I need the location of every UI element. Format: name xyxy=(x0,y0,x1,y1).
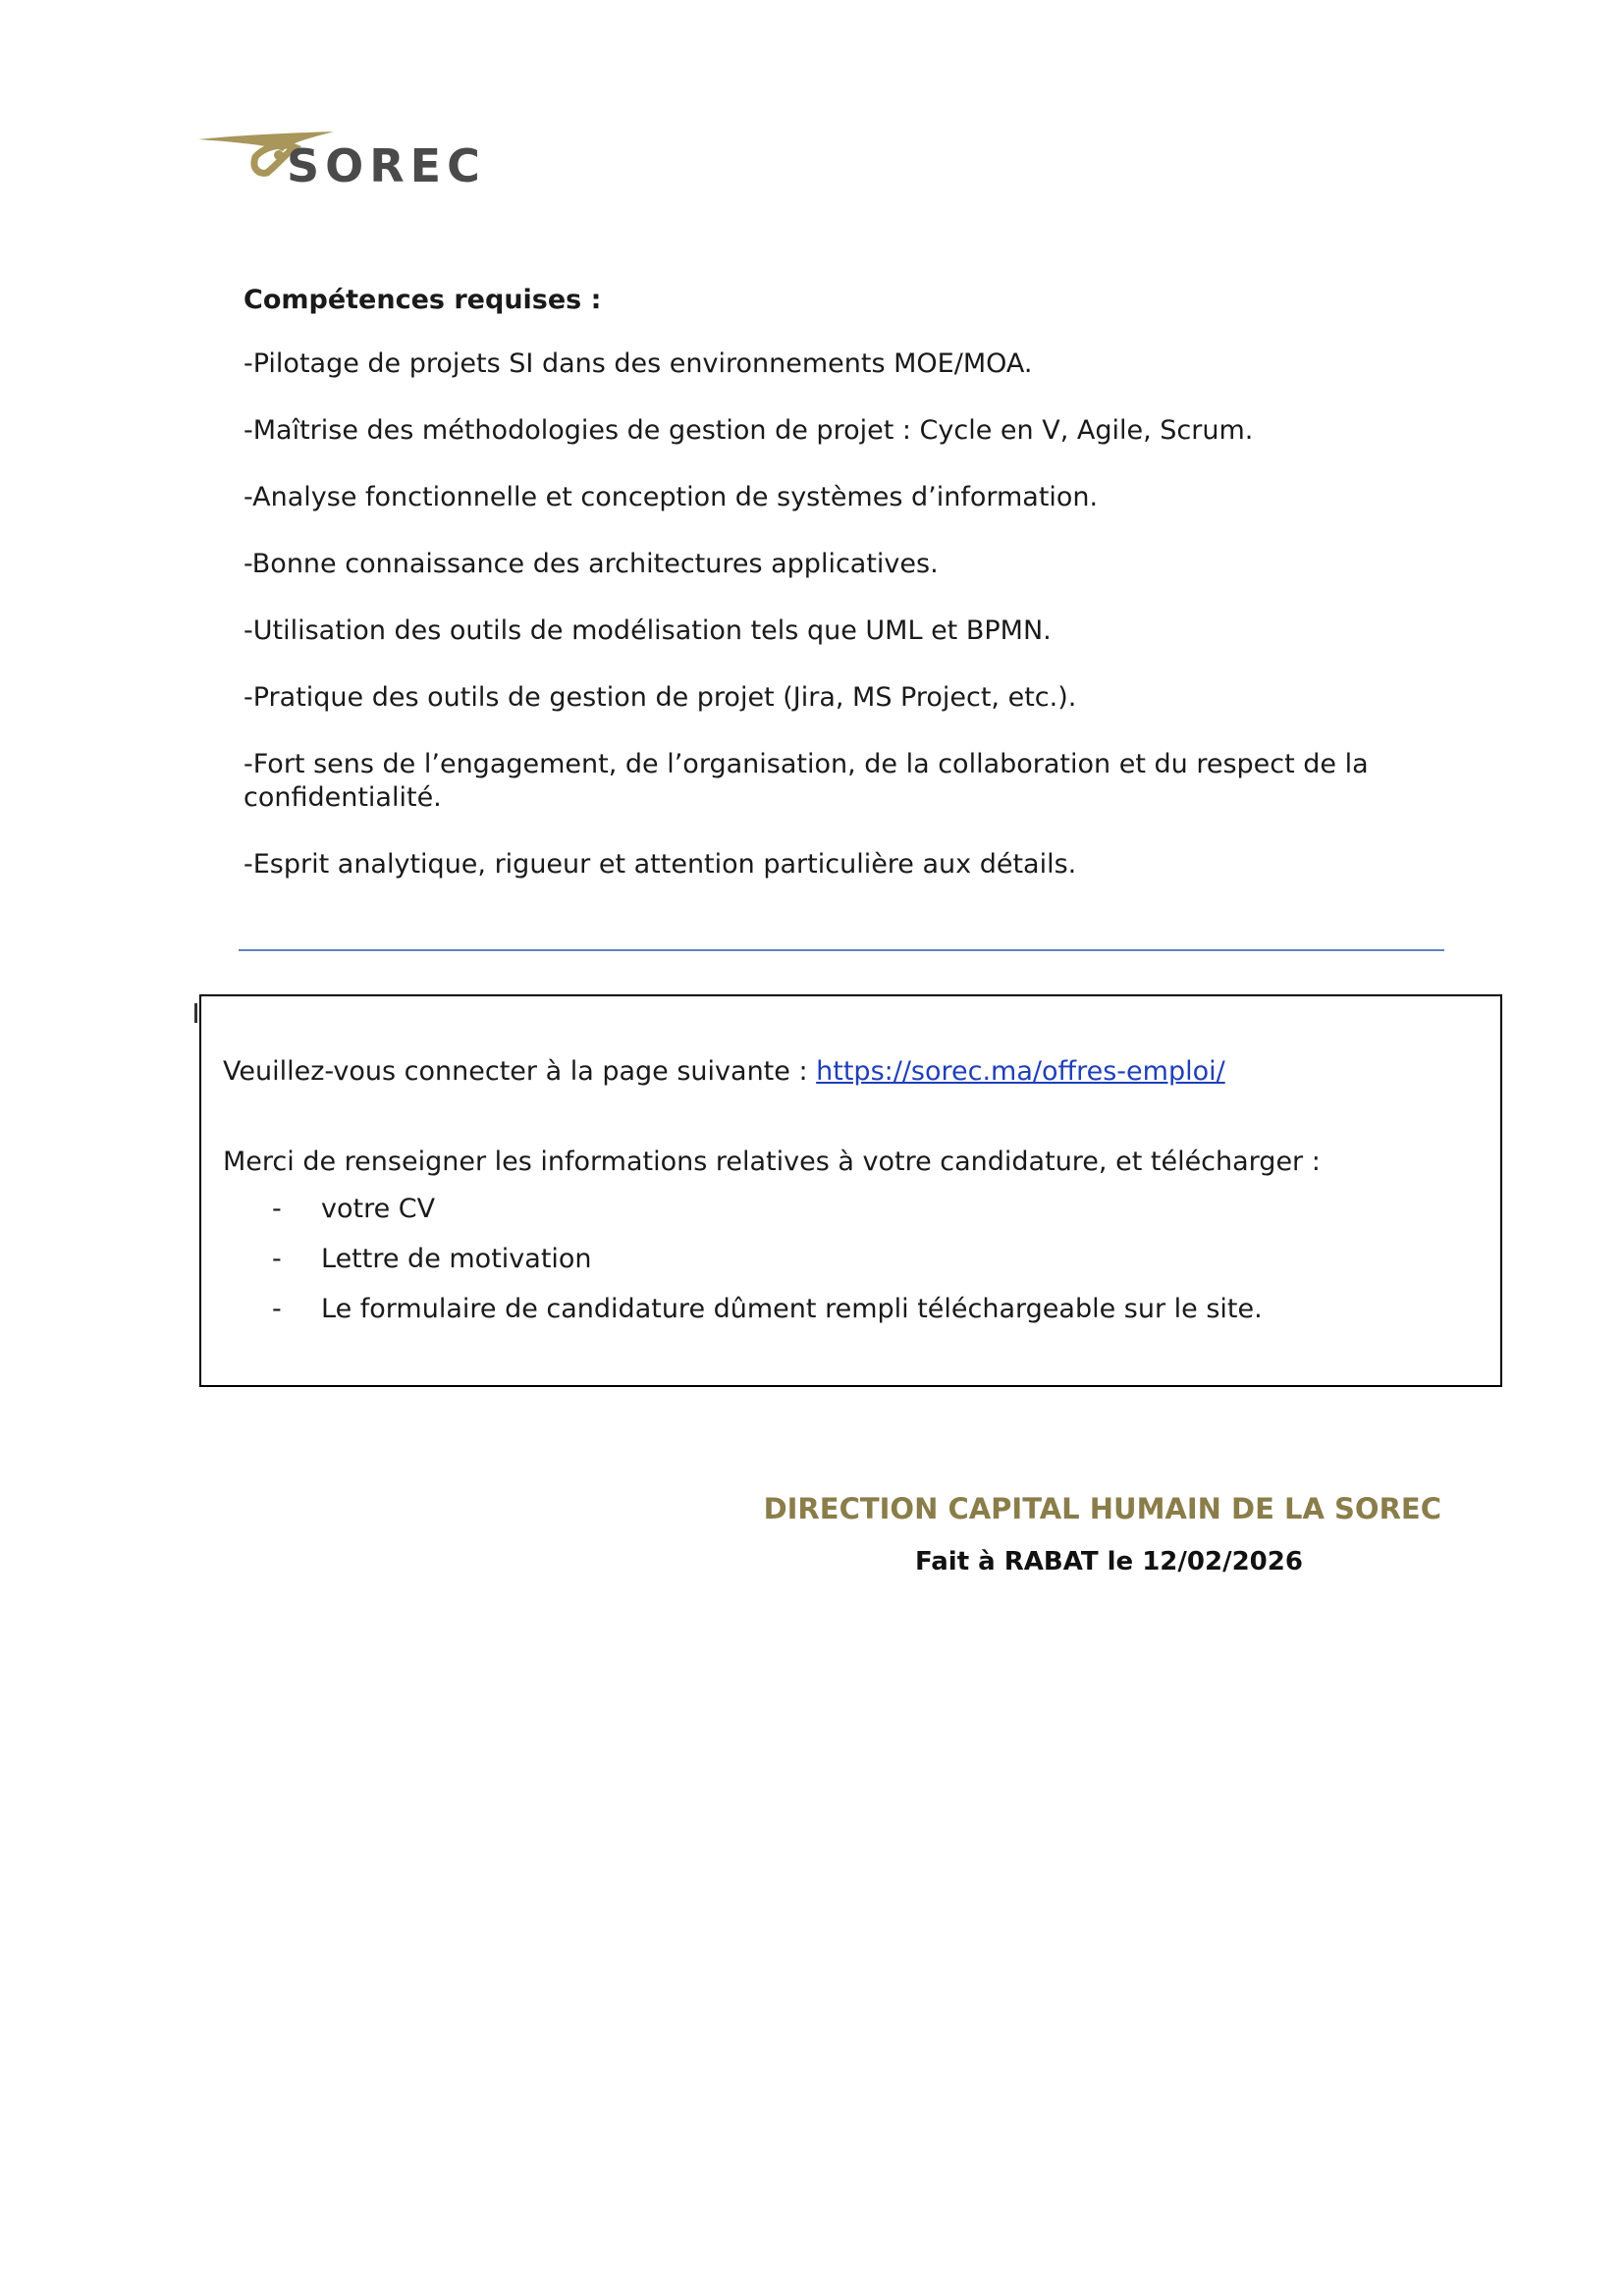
application-intro: Merci de renseigner les informations relatives à votre candidature, et télécharger : xyxy=(223,1147,1321,1177)
bullet-dash: - xyxy=(272,1244,282,1274)
required-documents-list xyxy=(223,1193,1479,1326)
signature-place-date: Fait à RABAT le 12/02/2026 xyxy=(915,1547,1303,1576)
document-item xyxy=(223,1193,1479,1226)
skill-item: -Pratique des outils de gestion de projet (Jira, MS Project, etc.). xyxy=(244,682,1077,714)
skill-item: -Esprit analytique, rigueur et attention particulière aux détails. xyxy=(244,849,1077,881)
bullet-dash: - xyxy=(272,1194,282,1224)
skill-item: -Analyse fonctionnelle et conception de systèmes d’information. xyxy=(244,482,1099,513)
bullet-dash: - xyxy=(272,1294,282,1324)
connect-line xyxy=(223,1055,1479,1089)
document-label: Lettre de motivation xyxy=(321,1244,592,1274)
skills-heading: Compétences requises : xyxy=(244,285,602,315)
skills-list xyxy=(244,347,1441,881)
document-label: votre CV xyxy=(321,1194,436,1224)
signature-department: DIRECTION CAPITAL HUMAIN DE LA SOREC xyxy=(763,1492,1441,1525)
skill-item: -Pilotage de projets SI dans des environnements MOE/MOA. xyxy=(244,348,1033,380)
document-item xyxy=(223,1243,1479,1276)
section-divider xyxy=(239,949,1444,951)
logo-wordmark: SOREC xyxy=(287,139,486,192)
sorec-logo xyxy=(196,118,540,206)
job-offers-link[interactable]: https://sorec.ma/offres-emploi/ xyxy=(816,1056,1225,1087)
application-box xyxy=(199,994,1502,1387)
skills-section xyxy=(244,285,1441,915)
document-label: Le formulaire de candidature dûment rempli téléchargeable sur le site. xyxy=(321,1294,1263,1324)
skill-item: -Bonne connaissance des architectures applicatives. xyxy=(244,549,939,580)
margin-mark xyxy=(194,1003,197,1023)
skill-item: -Utilisation des outils de modélisation tels que UML et BPMN. xyxy=(244,615,1052,647)
document-item xyxy=(223,1293,1479,1326)
connect-text: Veuillez-vous connecter à la page suivante : xyxy=(223,1056,817,1087)
application-content xyxy=(223,1055,1479,1343)
skill-item: -Maîtrise des méthodologies de gestion de projet : Cycle en V, Agile, Scrum. xyxy=(244,415,1254,447)
skill-item: -Fort sens de l’engagement, de l’organisation, de la collaboration et du respect de la confidentialité. xyxy=(244,749,1369,814)
